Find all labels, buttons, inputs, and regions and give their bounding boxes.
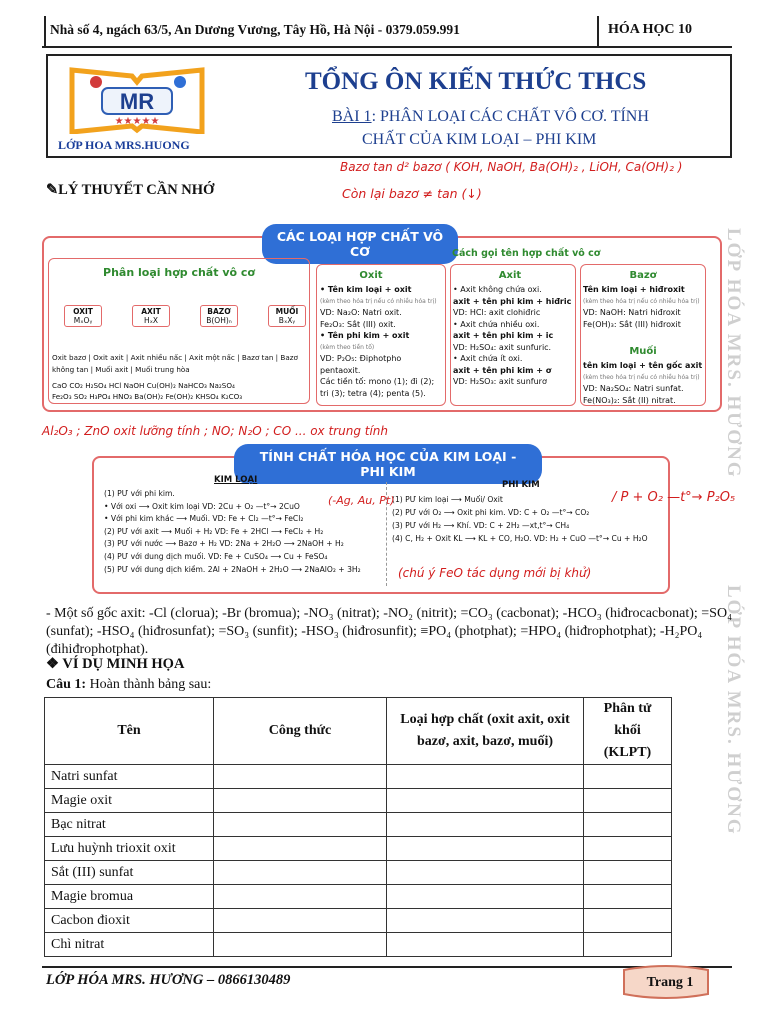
header-address: Nhà số 4, ngách 63/5, An Dương Vương, Tây Hồ, Hà Nội - 0379.059.991	[50, 22, 460, 37]
subtype-labels: Oxit bazơ | Oxit axit | Axit nhiều nấc | Axit một nấc | Bazơ tan | Bazơ không tan | Muối axit | Muối trung hòa	[52, 353, 298, 374]
mass-cell[interactable]	[584, 909, 672, 933]
question-1: Câu 1: Hoàn thành bảng sau:	[46, 677, 212, 692]
category-oxit: OXIT MₓOᵧ	[64, 305, 102, 327]
muoi-heading: Muối	[629, 346, 657, 357]
diamond-icon: ❖	[46, 656, 63, 672]
category-muoi: MUỐI BₓXᵧ	[268, 305, 306, 327]
category-bazo: BAZƠ B(OH)ₙ	[200, 305, 238, 327]
type-cell[interactable]	[387, 837, 584, 861]
handwritten-note: (-Ag, Au, Pt)	[328, 494, 395, 507]
logo	[62, 62, 212, 134]
compound-name: Chì nitrat	[45, 933, 214, 957]
table-header: Phân tử khối (KLPT)	[584, 698, 672, 765]
bazo-heading: Bazơ	[629, 270, 657, 281]
formula-cell[interactable]	[214, 837, 387, 861]
page-number-badge	[618, 962, 714, 1000]
lesson-number: BÀI 1	[332, 108, 372, 125]
type-cell[interactable]	[387, 885, 584, 909]
table-header: Công thức	[214, 698, 387, 765]
axit-rules: • Axit không chứa oxi. axit + tên phi kim + hiđric VD: HCl: axit clohiđric • Axit chứa nhiều oxi. axit + tên phi kim + ic VD: H₂SO₄: axit sunfuric. • Axit chứa ít oxi. axit + tên phi kim + ơ VD: H₂SO₃: axit sunfurơ	[453, 285, 572, 386]
logo-stars: ★★★★★	[114, 116, 160, 127]
type-cell[interactable]	[387, 861, 584, 885]
metal-heading: KIM LOẠI	[214, 475, 258, 485]
lesson-title-text: : PHÂN LOẠI CÁC CHẤT VÔ CƠ. TÍNH	[371, 108, 649, 125]
header-subject: HÓA HỌC 10	[608, 22, 693, 37]
compound-name: Natri sunfat	[45, 765, 214, 789]
compound-name: Lưu huỳnh trioxit oxit	[45, 837, 214, 861]
example-formulas-1: CaO CO₂ H₂SO₄ HCl NaOH Cu(OH)₂ NaHCO₃ Na₂SO₄	[52, 381, 235, 390]
lesson-title-line1	[332, 108, 649, 126]
page-number: Trang 1	[646, 975, 694, 990]
theory-heading: ✎LÝ THUYẾT CẦN NHỚ	[46, 182, 215, 198]
nonmetal-properties: (1) PƯ kim loại ⟶ Muối/ Oxit (2) PƯ với O₂ ⟶ Oxit phi kim. VD: C + O₂ —t°→ CO₂ (3) PƯ với H₂ ⟶ Khí. VD: C + 2H₂ —xt,t°→ CH₄ (4) C, H₂ + Oxit KL ⟶ KL + CO, H₂O. VD: H₂ + CuO —t°→ Cu + H₂O	[392, 495, 648, 543]
formula-cell[interactable]	[214, 765, 387, 789]
type-cell[interactable]	[387, 789, 584, 813]
mass-cell[interactable]	[584, 837, 672, 861]
table-row	[45, 837, 672, 861]
compound-name: Magie bromua	[45, 885, 214, 909]
formula-cell[interactable]	[214, 885, 387, 909]
header-rule	[42, 46, 732, 48]
side-watermark: LỚP HÓA MRS. HƯƠNG	[723, 228, 744, 479]
table-header-row	[45, 698, 672, 765]
category-row	[64, 305, 306, 327]
table-row	[45, 909, 672, 933]
handwritten-note: / P + O₂ —t°→ P₂O₅	[612, 490, 736, 505]
mass-cell[interactable]	[584, 765, 672, 789]
handwritten-note: (chú ý FeO tác dụng mới bị khử)	[398, 566, 592, 580]
scroll-banner-icon	[618, 962, 714, 1000]
bazo-rules: Tên kim loại + hiđroxit (kèm theo hóa trị nếu có nhiều hóa trị) VD: NaOH: Natri hiđroxit Fe(OH)₃: Sắt (III) hiđroxit	[583, 285, 700, 329]
compound-name: Sắt (III) sunfat	[45, 861, 214, 885]
table-row	[45, 765, 672, 789]
lesson-title-line2: CHẤT CỦA KIM LOẠI – PHI KIM	[362, 131, 597, 148]
page-title: TỔNG ÔN KIẾN THỨC THCS	[305, 68, 647, 95]
mass-cell[interactable]	[584, 789, 672, 813]
side-watermark: LỚP HÓA MRS. HƯƠNG	[723, 585, 744, 836]
type-cell[interactable]	[387, 765, 584, 789]
acid-roots-paragraph: - Một số gốc axit: -Cl (clorua); -Br (bromua); -NO₃ (nitrat); -NO₂ (nitrit); =CO₃ (cacbonat); -HCO₃ (hiđrocacbonat); =SO₄ (sunfat); -HSO₄ (hiđrosunfat); =SO₃ (sunfit); -HSO₃ (hiđrosunfit); ≡PO₄ (photphat); =HPO₄ (hiđrophotphat); -H₂PO₄ (đihiđrophotphat).	[46, 606, 732, 657]
mass-cell[interactable]	[584, 885, 672, 909]
example-heading: ❖ VÍ DỤ MINH HỌA	[46, 656, 185, 672]
answer-table	[44, 697, 672, 957]
mass-cell[interactable]	[584, 933, 672, 957]
table-row	[45, 885, 672, 909]
handwritten-note: Bazơ tan d² bazơ ( KOH, NaOH, Ba(OH)₂ , LiOH, Ca(OH)₂ )	[340, 160, 683, 174]
muoi-rules: tên kim loại + tên gốc axit (kèm theo hóa trị nếu có nhiều hóa trị) VD: Na₂SO₄: Natri sunfat. Fe(NO₃)₂: Sắt (II) nitrat.	[583, 361, 703, 405]
oxit-heading: Oxit	[359, 270, 383, 281]
type-cell[interactable]	[387, 933, 584, 957]
table-header: Tên	[45, 698, 214, 765]
handwritten-note: Al₂O₃ ; ZnO oxit lưỡng tính ; NO; N₂O ; CO ... ox trung tính	[42, 424, 388, 438]
mass-cell[interactable]	[584, 813, 672, 837]
category-axit: AXIT HₓX	[132, 305, 170, 327]
table-header: Loại hợp chất (oxit axit, oxit bazơ, axit, bazơ, muối)	[387, 698, 584, 765]
footer-text: LỚP HÓA MRS. HƯƠNG – 0866130489	[46, 972, 291, 988]
properties-title: TÍNH CHẤT HÓA HỌC CỦA KIM LOẠI - PHI KIM	[234, 444, 542, 484]
classification-title: Phân loại hợp chất vô cơ	[103, 266, 255, 279]
pointer-icon: ✎	[46, 182, 59, 198]
table-row	[45, 933, 672, 957]
header-divider	[597, 16, 599, 46]
formula-cell[interactable]	[214, 861, 387, 885]
metal-properties: (1) PƯ với phi kim. • Với oxi ⟶ Oxit kim loại VD: 2Cu + O₂ —t°→ 2CuO • Với phi kim khác ⟶ Muối. VD: Fe + Cl₂ —t°→ FeCl₂ (2) PƯ với axit ⟶ Muối + H₂ VD: Fe + 2HCl ⟶ FeCl₂ + H₂ (3) PƯ với nước ⟶ Bazơ + H₂ VD: 2Na + 2H₂O ⟶ 2NaOH + H₂ (4) PƯ với dung dịch muối. VD: Fe + CuSO₄ ⟶ Cu + FeSO₄ (5) PƯ với dung dịch kiềm. 2Al + 2NaOH + 2H₂O ⟶ 2NaAlO₂ + 3H₂	[104, 489, 361, 574]
formula-cell[interactable]	[214, 933, 387, 957]
table-row	[45, 861, 672, 885]
formula-cell[interactable]	[214, 813, 387, 837]
table-row	[45, 789, 672, 813]
logo-letters: MR	[119, 89, 155, 114]
table-row	[45, 813, 672, 837]
mass-cell[interactable]	[584, 861, 672, 885]
compound-name: Bạc nitrat	[45, 813, 214, 837]
compound-types-title: CÁC LOẠI HỢP CHẤT VÔ CƠ	[262, 224, 458, 264]
axit-heading: Axit	[498, 270, 522, 281]
book-logo-icon	[62, 62, 212, 134]
handwritten-note: Còn lại bazơ ≠ tan (↓)	[342, 186, 482, 201]
logo-caption: LỚP HOA MRS.HUONG	[58, 138, 190, 152]
example-formulas-2: Fe₂O₃ SO₂ H₃PO₄ HNO₃ Ba(OH)₂ Fe(OH)₂ KHSO₄ K₂CO₃	[52, 392, 243, 401]
type-cell[interactable]	[387, 909, 584, 933]
compound-name: Cacbon đioxit	[45, 909, 214, 933]
type-cell[interactable]	[387, 813, 584, 837]
formula-cell[interactable]	[214, 909, 387, 933]
oxit-rules: • Tên kim loại + oxit (kèm theo hóa trị nếu có nhiều hóa trị) VD: Na₂O: Natri oxit. Fe₂O₃: Sắt (III) oxit. • Tên phi kim + oxit (kèm theo tiền tố) VD: P₂O₅: Điphotpho pentaoxit. Các tiền tố: mono (1); đi (2); tri (3); tetra (4); penta (5).	[320, 285, 437, 398]
formula-cell[interactable]	[214, 789, 387, 813]
naming-title: Cách gọi tên hợp chất vô cơ	[452, 248, 601, 259]
compound-name: Magie oxit	[45, 789, 214, 813]
header-divider	[44, 16, 46, 46]
nonmetal-heading: PHI KIM	[502, 480, 540, 490]
